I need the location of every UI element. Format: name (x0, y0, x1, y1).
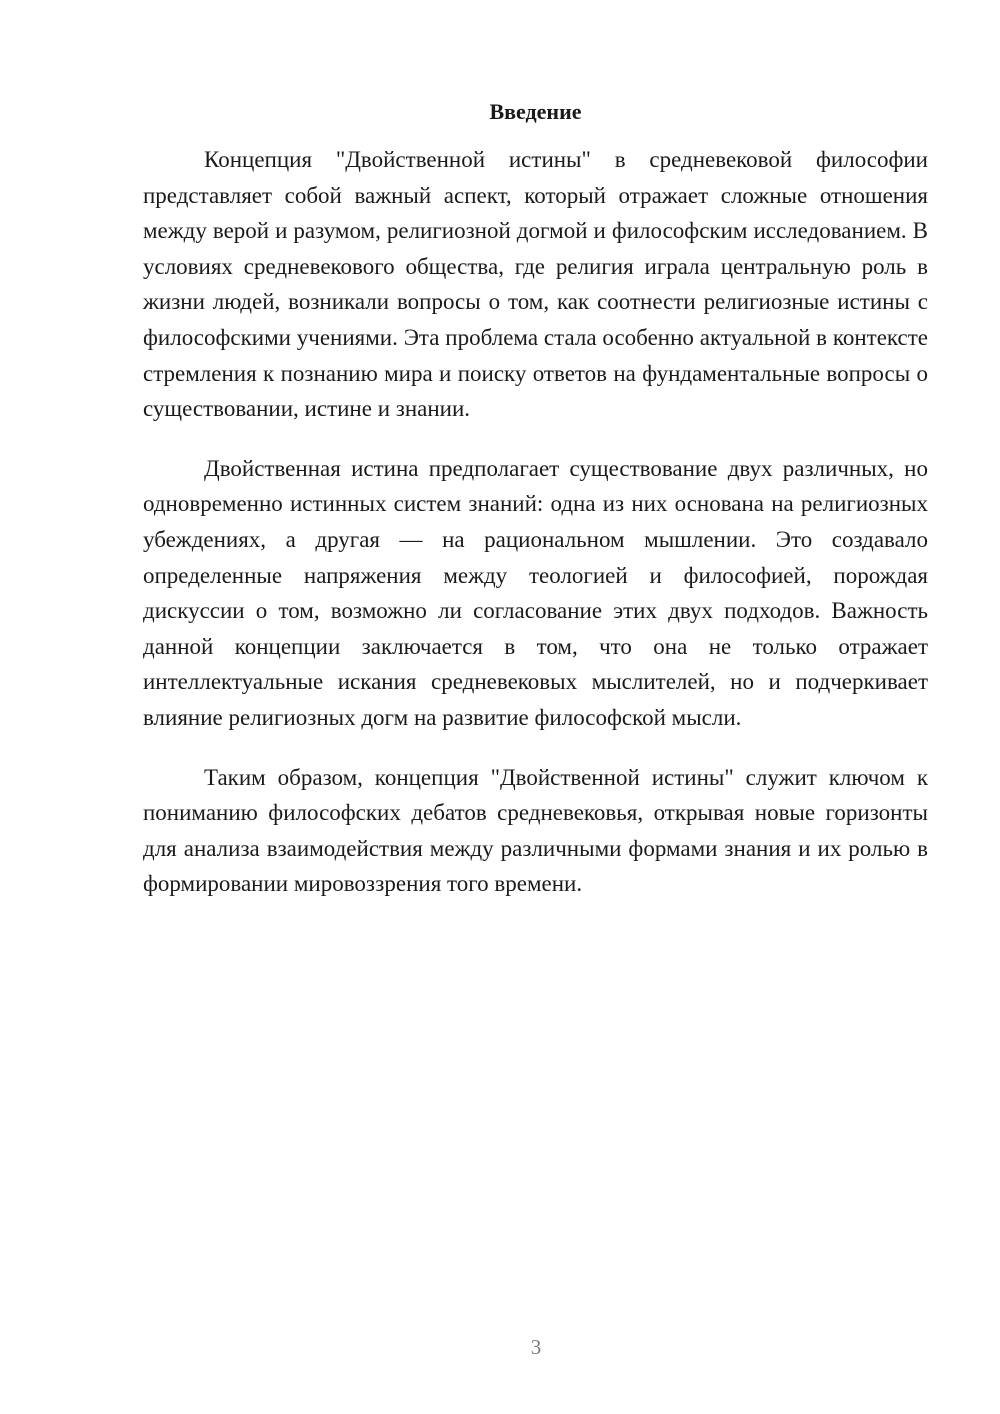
paragraph-3: Таким образом, концепция "Двойственной истины" служит ключом к пониманию философских дебатов средневековья, открывая новые горизонты для анализа взаимодействия между различными формами знания и их ролью в формировании мировоззрения того времени. (143, 764, 928, 897)
section-title: Введение (489, 99, 582, 124)
document-body (143, 142, 928, 926)
paragraph-2: Двойственная истина предполагает существование двух различных, но одновременно истинных систем знаний: одна из них основана на религиозных убеждениях, а другая — на рациональном мышлении. Это создавало определенные напряжения между теологией и философией, порождая дискуссии о том, возможно ли согласование этих двух подходов. Важность данной концепции заключается в том, что она не только отражает интеллектуальные искания средневековых мыслителей, но и подчеркивает влияние религиозных догм на развитие философской мысли. (143, 455, 928, 730)
page-number: 3 (530, 1335, 542, 1359)
paragraph-1: Концепция "Двойственной истины" в средневековой философии представляет собой важный аспект, который отражает сложные отношения между верой и разумом, религиозной догмой и философским исследованием. В условиях средневекового общества, где религия играла центральную роль в жизни людей, возникали вопросы о том, как соотнести религиозные истины с философскими учениями. Эта проблема стала особенно актуальной в контексте стремления к познанию мира и поиску ответов на фундаментальные вопросы о существовании, истине и знании. (143, 147, 928, 422)
